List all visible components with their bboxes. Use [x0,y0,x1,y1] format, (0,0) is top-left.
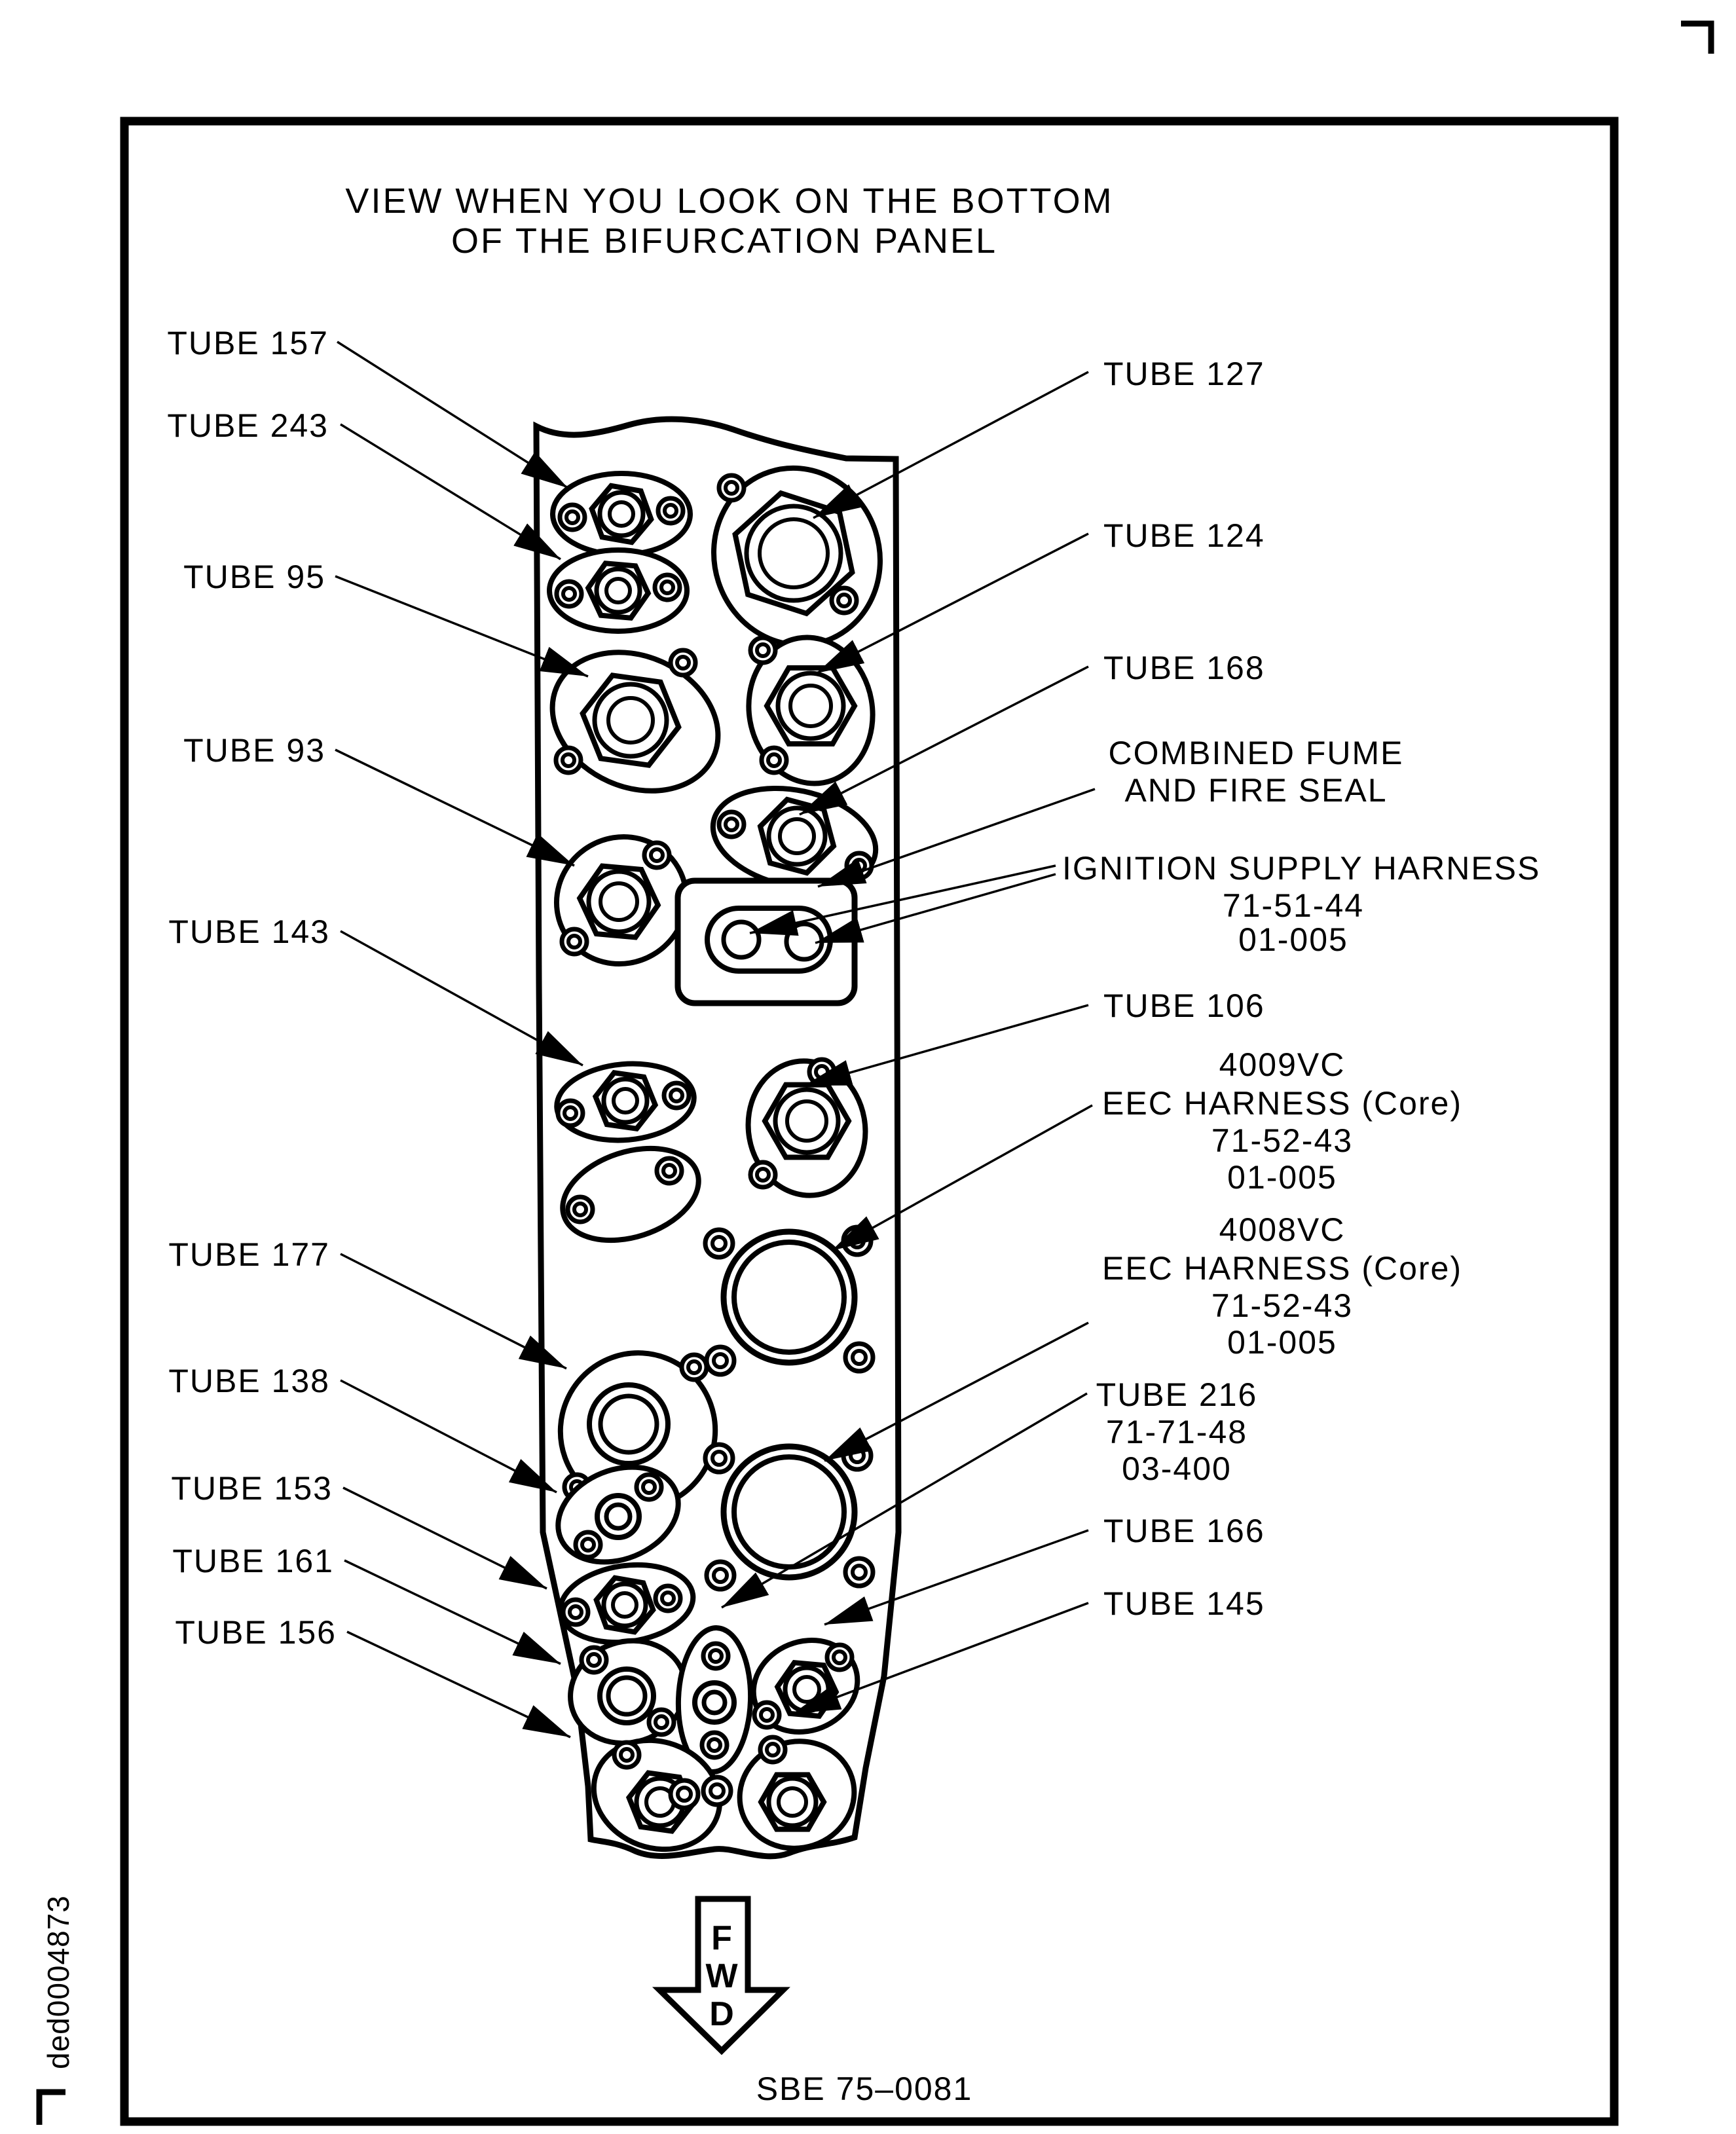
label-tube-166: TUBE 166 [1103,1513,1265,1549]
bolt-hole [558,1101,583,1126]
bolt-hole [827,1645,852,1670]
bolt-hole [719,475,744,500]
label-tube-153: TUBE 153 [171,1470,333,1507]
document-code: ded0004873 [41,1895,75,2069]
bolt-hole [560,505,585,530]
label-ignition-page: 01-005 [1238,921,1348,958]
label-tube-145: TUBE 145 [1103,1585,1265,1622]
label-fume-seal-line2: AND FIRE SEAL [1124,772,1388,809]
leader-line [344,1560,561,1664]
ignition-connector-plate [678,881,855,1003]
left-label-column [167,325,337,1651]
bolt-hole [671,650,695,675]
bolt-hole [649,1710,674,1735]
leader-line [341,424,561,559]
bolt-hole [705,1444,733,1472]
fwd-letter-f: F [711,1919,732,1957]
label-eec1-chapter: 71-52-43 [1211,1122,1354,1159]
label-tube-143: TUBE 143 [168,913,330,950]
bolt-hole [702,1733,727,1757]
label-ignition-chapter: 71-51-44 [1222,887,1365,924]
bolt-hole [750,638,775,663]
leader-line [813,372,1088,518]
label-tube-168: TUBE 168 [1103,650,1265,686]
bolt-hole [760,1737,785,1762]
bolt-hole [644,843,669,868]
label-tube-127: TUBE 127 [1103,356,1265,392]
label-tube-243: TUBE 243 [167,407,329,444]
label-eec1-name: EEC HARNESS (Core) [1102,1085,1462,1122]
bolt-hole [556,748,581,773]
bolt-hole [557,581,582,606]
bolt-hole [582,1647,606,1672]
bolt-hole [637,1475,661,1499]
bolt-hole [682,1355,707,1380]
label-tube-177: TUBE 177 [168,1236,330,1273]
label-tube-124: TUBE 124 [1103,517,1265,554]
label-tube-216: TUBE 216 [1096,1376,1258,1413]
figure-code: SBE 75–0081 [756,2070,973,2107]
bolt-hole [664,1083,689,1108]
bolt-hole [843,1442,871,1469]
bolt-hole [658,498,683,523]
label-eec2-code: 4008VC [1219,1211,1346,1248]
label-ignition-harness: IGNITION SUPPLY HARNESS [1062,850,1541,887]
bolt-hole [750,1162,775,1187]
figure-title-line-2: OF THE BIFURCATION PANEL [451,221,998,261]
leader-line [341,1380,557,1492]
label-tube-156: TUBE 156 [175,1614,337,1651]
bolt-hole [762,748,786,773]
leader-line [347,1632,570,1737]
label-eec1-page: 01-005 [1227,1159,1337,1196]
bolt-hole [845,1558,873,1586]
fwd-letter-d: D [709,1995,734,2033]
bolt-hole [576,1532,600,1557]
bolt-hole [707,1347,734,1374]
leader-line [341,1254,566,1369]
bolt-hole [671,1780,698,1808]
bolt-hole [705,1230,733,1257]
label-tube-106: TUBE 106 [1103,987,1265,1024]
bolt-hole [719,812,744,837]
bolt-hole [563,1600,588,1625]
bolt-hole [568,1197,593,1222]
bolt-hole [832,588,857,613]
bolt-hole [703,1644,728,1668]
harness-pass-through [705,1227,873,1374]
label-eec2-chapter: 71-52-43 [1211,1287,1354,1324]
fitting [553,473,690,555]
bolt-hole [703,1777,731,1805]
bolt-hole [845,1344,873,1371]
bolt-hole [754,1702,779,1727]
bolt-hole [657,1158,682,1183]
label-tube-93: TUBE 93 [183,732,325,769]
label-tube-216-chapter: 71-71-48 [1105,1414,1248,1450]
label-eec2-page: 01-005 [1227,1324,1337,1361]
leader-line [337,342,568,488]
figure-title-line-1: VIEW WHEN YOU LOOK ON THE BOTTOM [345,181,1114,221]
fwd-direction-arrow [659,1899,783,2051]
fitting [549,550,687,631]
bolt-hole [656,1586,680,1611]
label-tube-157: TUBE 157 [167,325,329,361]
corner-mark-bottom-left [39,2092,65,2125]
label-tube-138: TUBE 138 [168,1363,330,1399]
label-eec2-name: EEC HARNESS (Core) [1102,1250,1462,1287]
label-tube-161: TUBE 161 [172,1543,334,1579]
fwd-letter-w: W [705,1957,738,1995]
label-tube-216-page: 03-400 [1122,1450,1232,1487]
bolt-hole [655,575,680,600]
label-fume-seal-line1: COMBINED FUME [1108,735,1404,771]
bolt-hole [707,1562,734,1589]
label-eec1-code: 4009VC [1219,1046,1346,1083]
label-tube-95: TUBE 95 [183,559,325,595]
corner-mark-top-right [1681,24,1711,54]
bolt-hole [614,1742,639,1767]
bolt-hole [562,929,587,954]
right-label-column [1062,356,1540,1622]
